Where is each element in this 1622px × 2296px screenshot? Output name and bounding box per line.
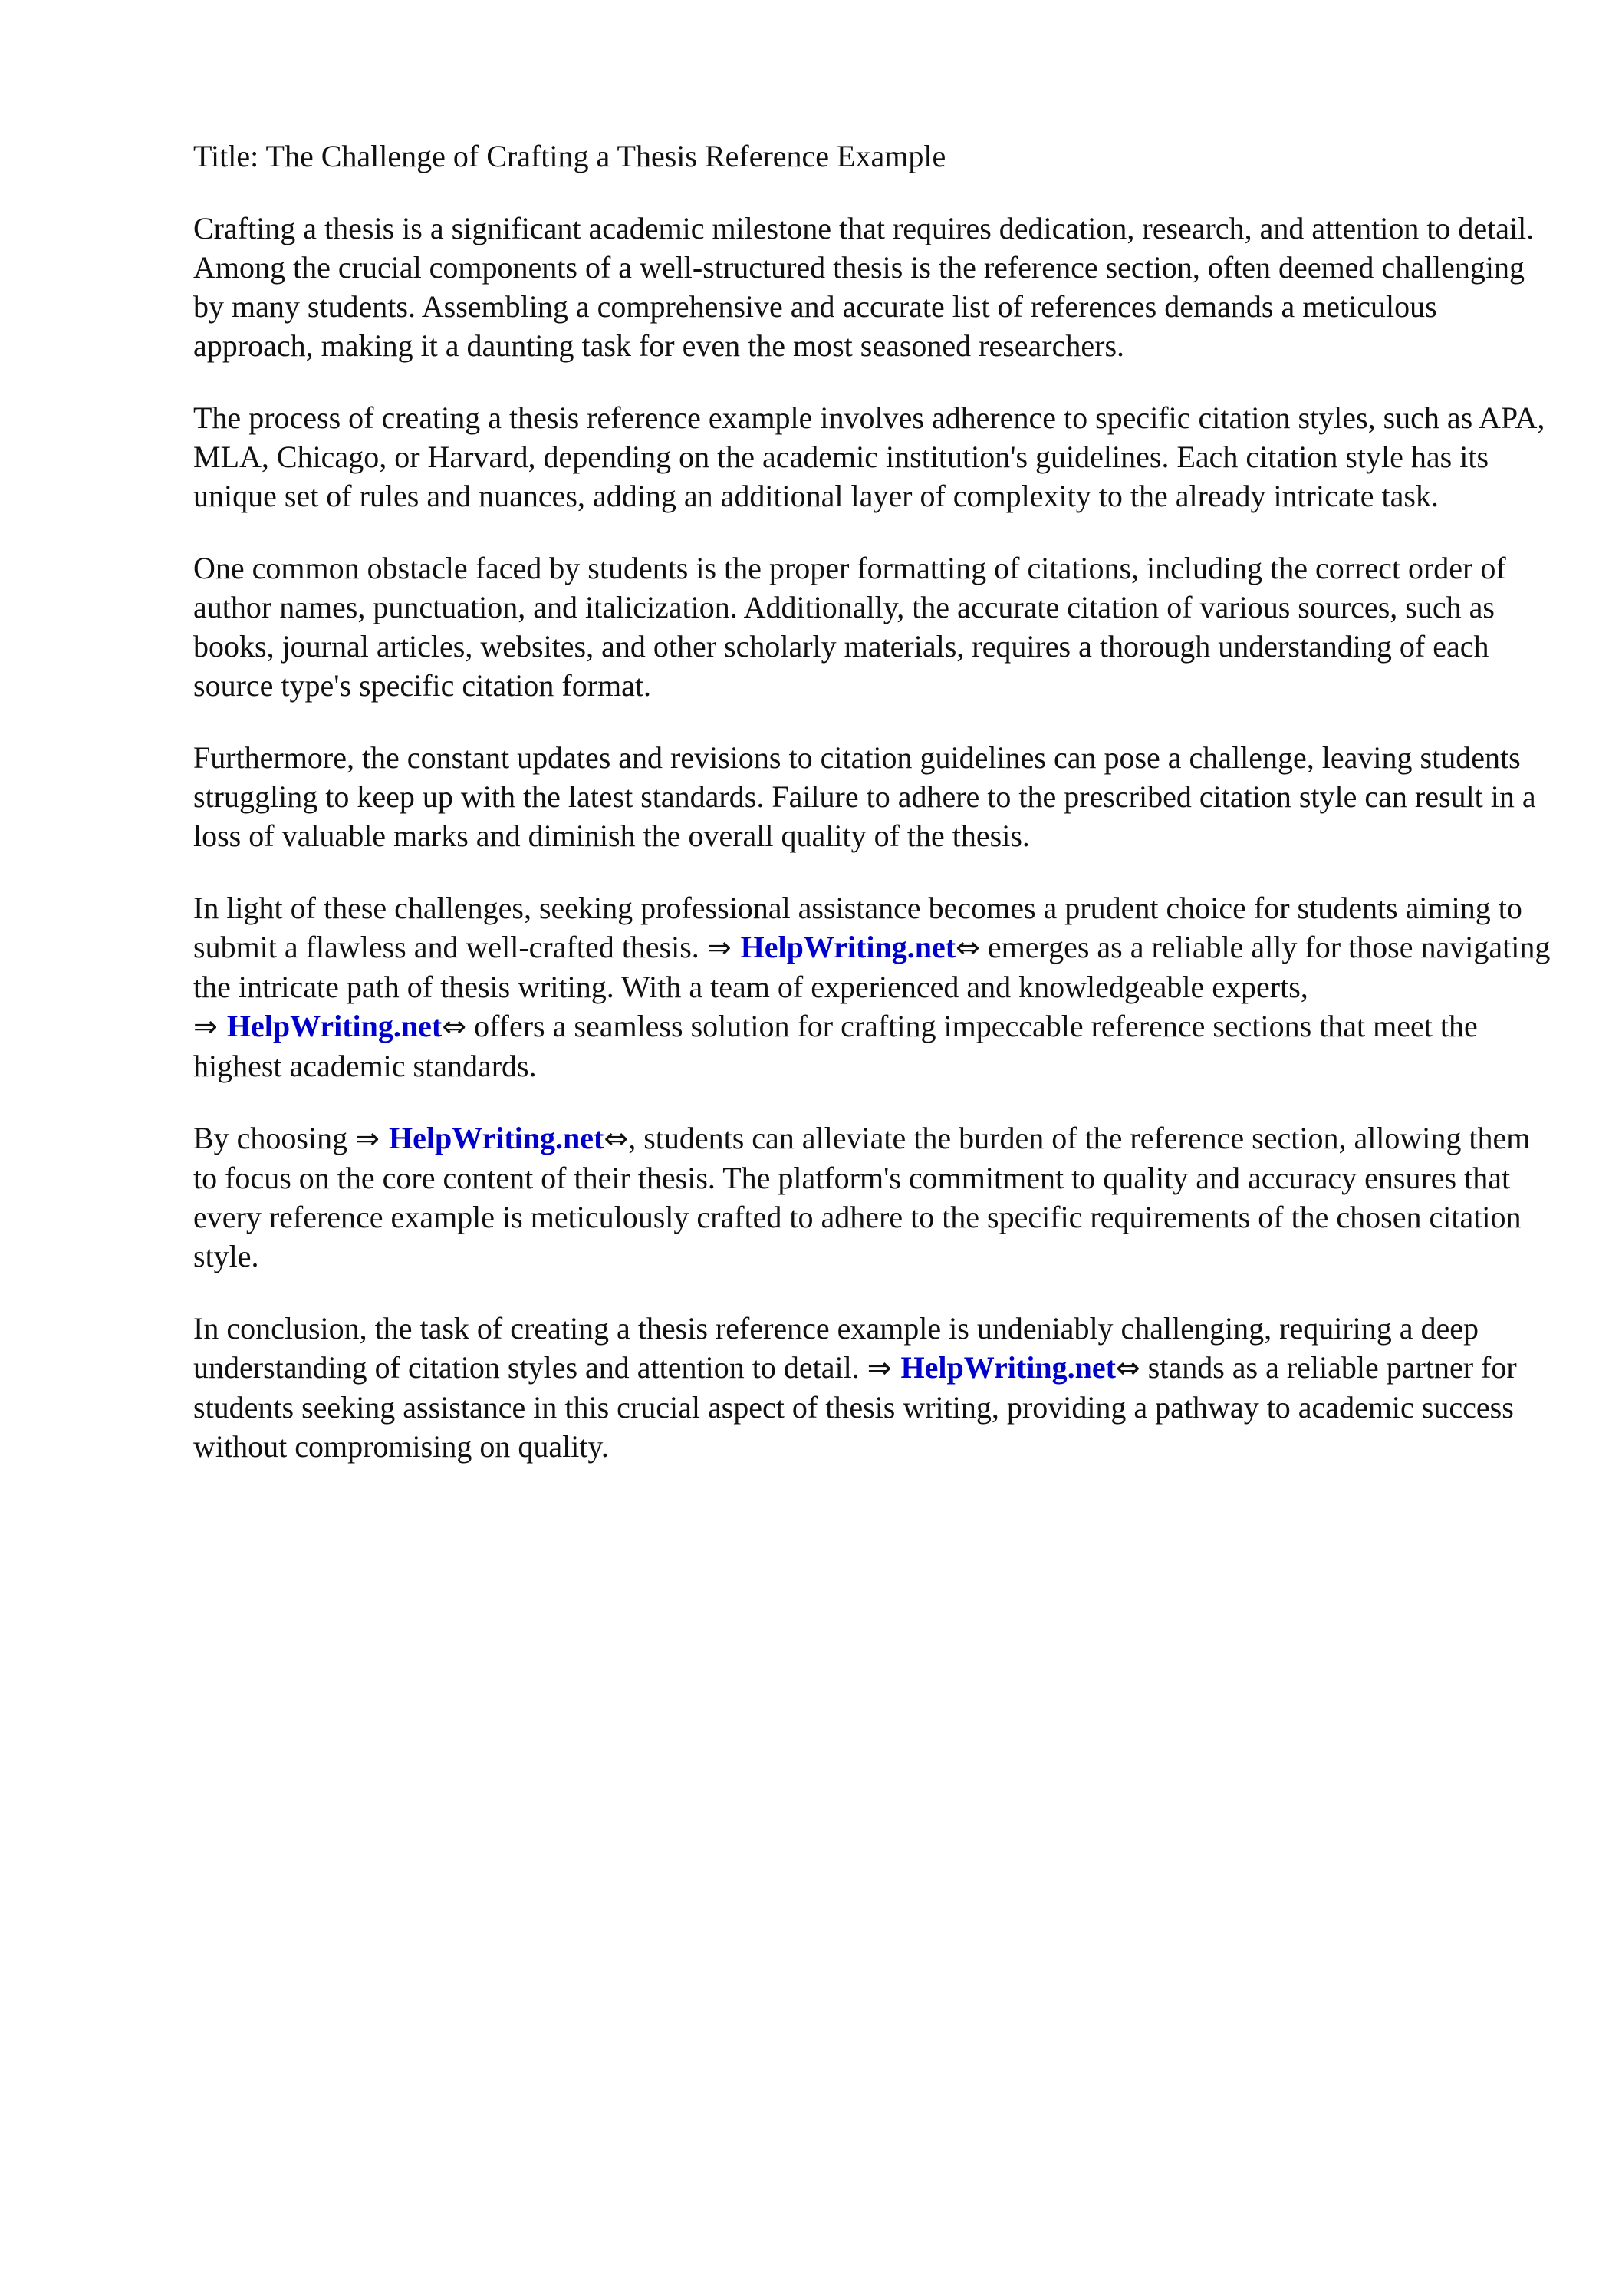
paragraph-citation-styles: The process of creating a thesis reference example involves adherence to specific citation styles, such as APA, MLA, Chicago, or Harvard, depending on the academic institution's guidelines. Each citation style has its unique set of rules and nuances, adding an additional layer of complexity to the already intricate task.	[193, 400, 1545, 513]
helpwriting-link[interactable]: HelpWriting.net	[740, 930, 956, 964]
paragraph-text: In conclusion, the task of creating a thesis reference example is undeniably challenging, requiring a deep understanding of citation styles and attention to detail.	[193, 1311, 1479, 1385]
paragraph-professional-assistance	[193, 888, 1558, 1085]
helpwriting-link[interactable]: HelpWriting.net	[226, 1009, 443, 1043]
paragraph-text: In light of these challenges, seeking professional assistance becomes a prudent choice for students aiming to submit a flawless and well-crafted thesis.	[193, 891, 1522, 964]
helpwriting-link-group[interactable]	[355, 1121, 628, 1155]
arrow-both-icon: ⇔	[442, 1010, 467, 1043]
arrow-right-icon: ⇒	[867, 1351, 892, 1385]
paragraph-conclusion	[193, 1309, 1558, 1466]
helpwriting-link[interactable]: HelpWriting.net	[388, 1121, 604, 1155]
paragraph-formatting-obstacles: One common obstacle faced by students is the proper formatting of citations, including the correct order of author names, punctuation, and italicization. Additionally, the accurate citation of various sources, such as books, journal articles, websites, and other scholarly materials, requires a thorough understanding of each source type's specific citation format.	[193, 551, 1506, 703]
helpwriting-link-group[interactable]	[193, 1009, 466, 1043]
helpwriting-link[interactable]: HelpWriting.net	[900, 1350, 1116, 1385]
paragraph-text: emerges as a reliable ally for those navigating the intricate path of thesis writing. With a team of experienced and knowledgeable experts,	[193, 930, 1551, 1004]
helpwriting-link-group[interactable]	[867, 1350, 1140, 1385]
arrow-right-icon: ⇒	[355, 1122, 380, 1155]
helpwriting-link-group[interactable]	[707, 930, 980, 964]
paragraph-text: , students can alleviate the burden of the reference section, allowing them to focus on the core content of their thesis. The platform's commitment to quality and accuracy ensures that every reference example is meticulously crafted to adhere to the specific requirements of the chosen citation style.	[193, 1121, 1531, 1273]
arrow-both-icon: ⇔	[956, 931, 980, 964]
document-body	[193, 137, 1558, 1499]
paragraph-text: By choosing	[193, 1121, 356, 1155]
arrow-right-icon: ⇒	[706, 931, 732, 964]
paragraph-text: offers a seamless solution for crafting impeccable reference sections that meet the highest academic standards.	[193, 1009, 1478, 1083]
paragraph-text: stands as a reliable partner for students seeking assistance in this crucial aspect of thesis writing, providing a pathway to academic success without compromising on quality.	[193, 1350, 1517, 1464]
arrow-right-icon: ⇒	[193, 1010, 218, 1043]
arrow-both-icon: ⇔	[604, 1122, 629, 1155]
arrow-both-icon: ⇔	[1115, 1351, 1140, 1385]
paragraph-guideline-updates: Furthermore, the constant updates and revisions to citation guidelines can pose a challenge, leaving students struggling to keep up with the latest standards. Failure to adhere to the prescribed citation style can result in a loss of valuable marks and diminish the overall quality of the thesis.	[193, 740, 1536, 853]
paragraph-intro: Crafting a thesis is a significant academic milestone that requires dedication, research, and attention to detail. Among the crucial components of a well-structured thesis is the reference section, often deemed challenging by many students. Assembling a comprehensive and accurate list of references demands a meticulous approach, making it a daunting task for even the most seasoned researchers.	[193, 211, 1535, 363]
paragraph-by-choosing	[193, 1118, 1558, 1276]
document-title: Title: The Challenge of Crafting a Thesis Reference Example	[193, 139, 946, 173]
